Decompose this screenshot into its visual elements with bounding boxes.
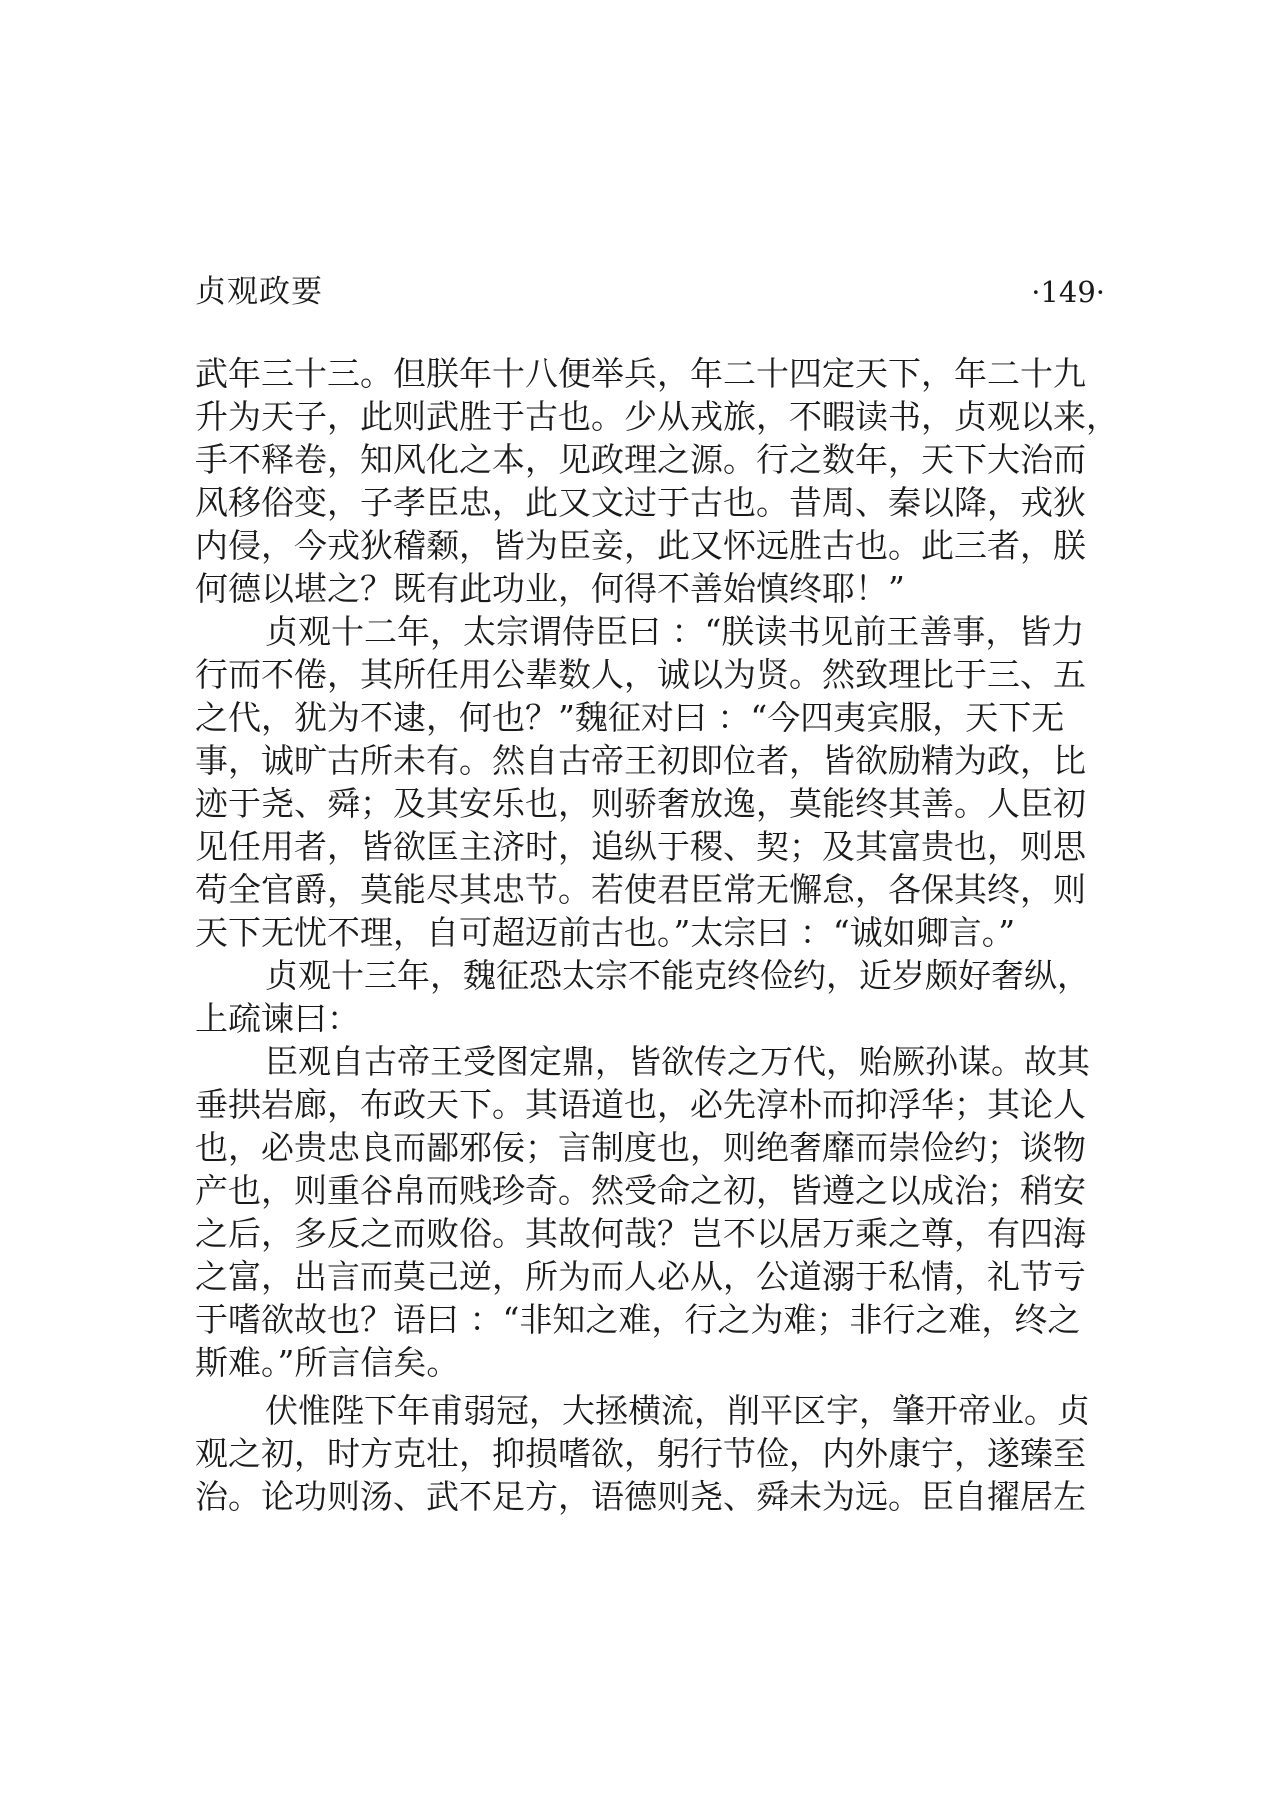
text-line: 之富，出言而莫己逆，所为而人必从，公道溺于私情，礼节亏 [195, 1257, 1086, 1296]
text-line: 风移俗变，子孝臣忠，此又文过于古也。昔周、秦以降，戎狄 [195, 483, 1086, 522]
text-line: 垂拱岩廊，布政天下。其语道也，必先淳朴而抑浮华；其论人 [195, 1085, 1086, 1124]
text-line: 升为天子，此则武胜于古也。少从戎旅，不暇读书，贞观以来， [195, 397, 1119, 436]
paragraph-start-line: 贞观十二年，太宗谓侍臣曰 ：“朕读书见前王善事，皆力 [265, 612, 1085, 651]
body-text [195, 352, 1119, 1518]
text-line: 行而不倦，其所任用公辈数人，诚以为贤。然致理比于三、五 [195, 655, 1086, 694]
text-line: 之代，犹为不逮，何也？”魏征对曰 ：“今四夷宾服，天下无 [195, 698, 1065, 737]
text-line: 迹于尧、舜；及其安乐也，则骄奢放逸，莫能终其善。人臣初 [195, 784, 1086, 823]
paragraph-start-line: 伏惟陛下年甫弱冠，大拯横流，削平区宇，肇开帝业。贞 [265, 1391, 1090, 1430]
paragraph-start-line: 贞观十三年，魏征恐太宗不能克终俭约，近岁颇好奢纵， [265, 956, 1090, 995]
text-line: 之后，多反之而败俗。其故何哉？岂不以居万乘之尊，有四海 [195, 1214, 1086, 1253]
text-line: 事，诚旷古所未有。然自古帝王初即位者，皆欲励精为政，比 [195, 741, 1086, 780]
text-line: 斯难。”所言信矣。 [195, 1343, 460, 1382]
text-line: 上疏谏曰： [195, 999, 360, 1038]
text-line: 见任用者，皆欲匡主济时，追纵于稷、契；及其富贵也，则思 [195, 827, 1086, 866]
text-line: 武年三十三。但朕年十八便举兵，年二十四定天下，年二十九 [195, 354, 1086, 393]
text-line: 何德以堪之？既有此功业，何得不善始慎终耶！” [195, 569, 905, 608]
text-line: 天下无忧不理，自可超迈前古也。”太宗曰 ：“诚如卿言。” [195, 913, 1016, 952]
text-line: 内侵，今戎狄稽颡，皆为臣妾，此又怀远胜古也。此三者，朕 [195, 526, 1086, 565]
text-line: 苟全官爵，莫能尽其忠节。若使君臣常无懈怠，各保其终，则 [195, 870, 1086, 909]
book-title: 贞观政要 [195, 274, 323, 310]
page-number: ·149· [1031, 275, 1105, 309]
text-line: 手不释卷，知风化之本，见政理之源。行之数年，天下大治而 [195, 440, 1086, 479]
running-header [195, 270, 1105, 314]
text-line: 治。论功则汤、武不足方，语德则尧、舜未为远。臣自擢居左 [195, 1477, 1086, 1516]
text-line: 产也，则重谷帛而贱珍奇。然受命之初，皆遵之以成治；稍安 [195, 1171, 1086, 1210]
paragraph-start-line: 臣观自古帝王受图定鼎，皆欲传之万代，贻厥孙谋。故其 [265, 1042, 1090, 1081]
text-line: 也，必贵忠良而鄙邪佞；言制度也，则绝奢靡而崇俭约；谈物 [195, 1128, 1086, 1167]
text-line: 于嗜欲故也？语曰 ：“非知之难，行之为难；非行之难，终之 [195, 1300, 1081, 1339]
text-line: 观之初，时方克壮，抑损嗜欲，躬行节俭，内外康宁，遂臻至 [195, 1434, 1086, 1473]
